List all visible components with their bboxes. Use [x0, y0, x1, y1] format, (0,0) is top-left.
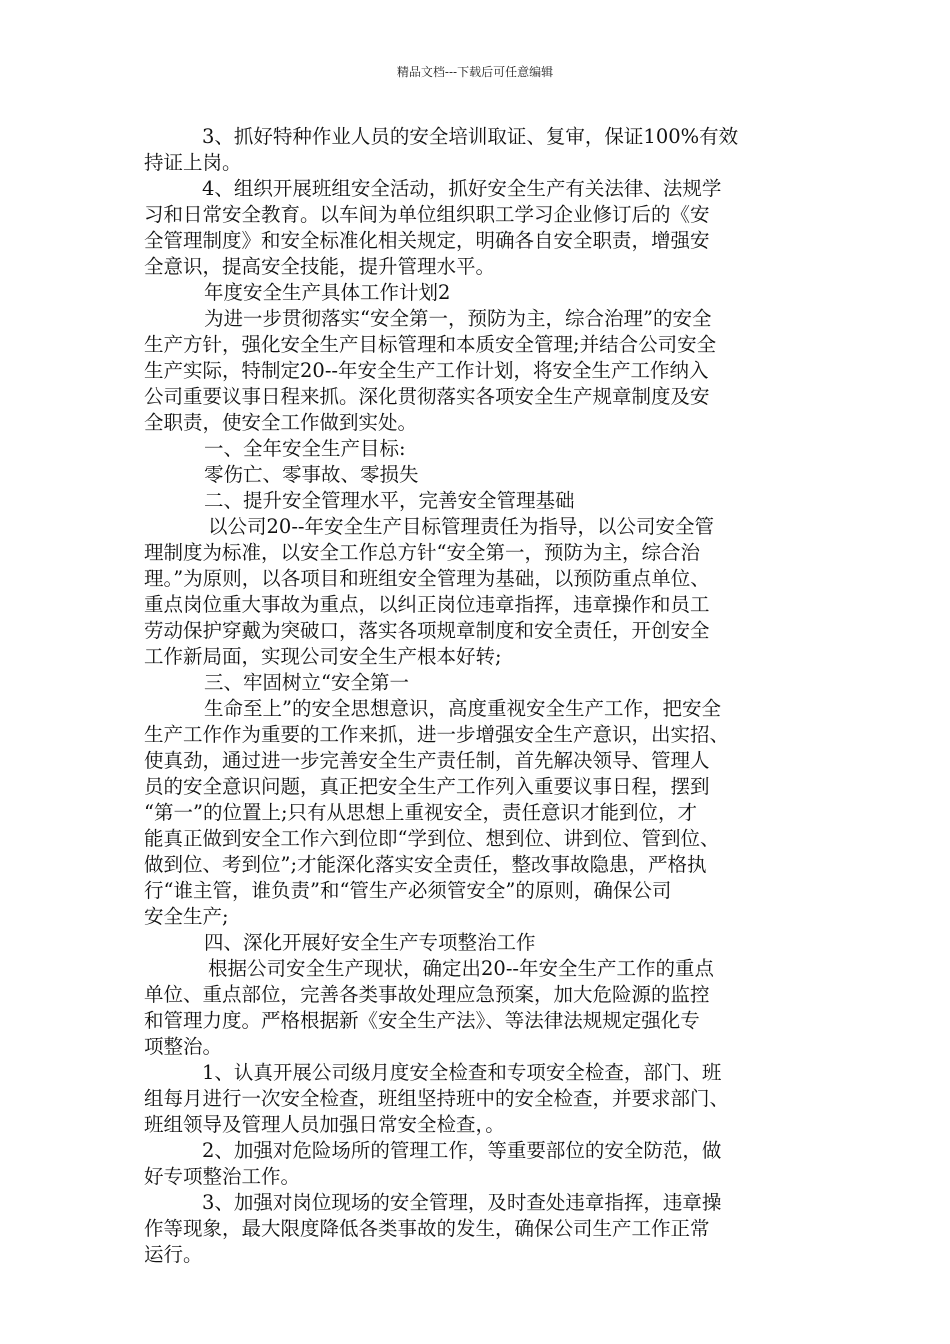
text-line: 使真劲，通过进一步完善安全生产责任制，首先解决领导、管理人: [144, 749, 710, 772]
section-heading: 三、牢固树立“安全第一: [204, 671, 409, 694]
text-line: 生命至上”的安全思想意识，高度重视安全生产工作，把安全: [204, 697, 721, 720]
text-line: 生产方针，强化安全生产目标管理和本质安全管理;并结合公司安全: [144, 333, 717, 356]
text-line: 和管理力度。严格根据新《安全生产法》、等法律法规规定强化专: [144, 1009, 700, 1032]
text-line: 理制度为标准，以安全工作总方针“安全第一，预防为主，综合治: [144, 541, 700, 564]
text-line: 做到位、考到位”;才能深化落实安全责任，整改事故隐患，严格执: [144, 853, 707, 876]
text-line: 安全生产;: [144, 905, 229, 928]
text-line: 根据公司安全生产现状，确定出20--年安全生产工作的重点: [208, 957, 714, 980]
text-line: “第一”的位置上;只有从思想上重视安全，责任意识才能到位，才: [144, 801, 698, 824]
text-line: 公司重要议事日程来抓。深化贯彻落实各项安全生产规章制度及安: [144, 385, 710, 408]
page-header: 精品文档---下载后可任意编辑: [396, 65, 554, 79]
text-line: 为进一步贯彻落实“安全第一，预防为主，综合治理”的安全: [204, 307, 712, 330]
text-line: 生产工作作为重要的工作来抓，进一步增强安全生产意识，出实招、: [144, 723, 730, 746]
text-line: 项整治。: [144, 1035, 223, 1058]
text-line: 全意识，提高安全技能，提升管理水平。: [144, 255, 496, 278]
section-heading: 二、提升安全管理水平，完善安全管理基础: [204, 489, 575, 512]
text-line: 重点岗位重大事故为重点，以纠正岗位违章指挥，违章操作和员工: [144, 593, 710, 616]
text-line: 全管理制度》和安全标准化相关规定，明确各自安全职责，增强安: [144, 229, 710, 252]
text-line: 员的安全意识问题，真正把安全生产工作列入重要议事日程，摆到: [144, 775, 710, 798]
text-line: 习和日常安全教育。以车间为单位组织职工学习企业修订后的《安: [144, 203, 710, 226]
section-title: 年度安全生产具体工作计划2: [204, 281, 451, 304]
text-line: 运行。: [144, 1243, 203, 1266]
text-line: 2、加强对危险场所的管理工作，等重要部位的安全防范，做: [202, 1139, 722, 1162]
text-line: 1、认真开展公司级月度安全检查和专项安全检查，部门、班: [202, 1061, 722, 1084]
text-line: 作等现象，最大限度降低各类事故的发生，确保公司生产工作正常: [144, 1217, 710, 1240]
text-line: 工作新局面，实现公司安全生产根本好转;: [144, 645, 502, 668]
text-line: 4、组织开展班组安全活动，抓好安全生产有关法律、法规学: [202, 177, 722, 200]
section-heading: 四、深化开展好安全生产专项整治工作: [204, 931, 536, 954]
text-line: 行“谁主管，谁负责”和“管生产必须管安全”的原则，确保公司: [144, 879, 672, 902]
text-line: 好专项整治工作。: [144, 1165, 301, 1188]
section-heading: 一、全年安全生产目标:: [204, 437, 406, 460]
text-line: 全职责，使安全工作做到实处。: [144, 411, 418, 434]
text-line: 以公司20--年安全生产目标管理责任为指导，以公司安全管: [208, 515, 714, 538]
text-line: 生产实际，特制定20--年安全生产工作计划，将安全生产工作纳入: [144, 359, 709, 382]
text-line: 零伤亡、零事故、零损失: [204, 463, 419, 486]
text-line: 劳动保护穿戴为突破口，落实各项规章制度和安全责任，开创安全: [144, 619, 710, 642]
text-line: 班组领导及管理人员加强日常安全检查，。: [144, 1113, 505, 1136]
text-line: 单位、重点部位，完善各类事故处理应急预案，加大危险源的监控: [144, 983, 710, 1006]
text-line: 3、抓好特种作业人员的安全培训取证、复审，保证100%有效: [202, 125, 739, 148]
text-line: 能真正做到安全工作六到位即“学到位、想到位、讲到位、管到位、: [144, 827, 720, 850]
text-line: 组每月进行一次安全检查，班组坚持班中的安全检查，并要求部门、: [144, 1087, 730, 1110]
text-line: 3、加强对岗位现场的安全管理，及时查处违章指挥，违章操: [202, 1191, 722, 1214]
text-line: 理。”为原则，以各项目和班组安全管理为基础，以预防重点单位、: [144, 567, 710, 590]
text-line: 持证上岗。: [144, 151, 242, 174]
document-body: [144, 124, 810, 1268]
